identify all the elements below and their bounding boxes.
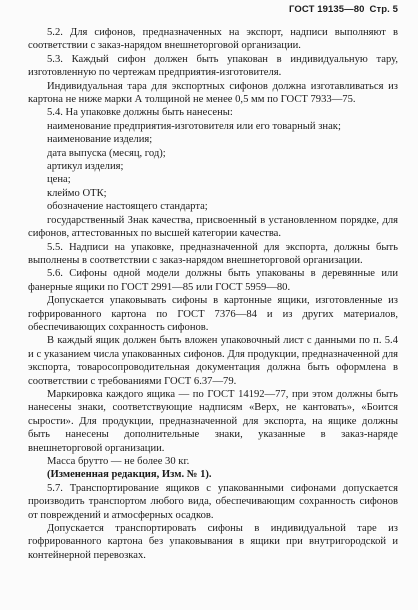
list-item-manufacturer: наименование предприятия-изготовителя или его товарный знак; bbox=[47, 120, 341, 132]
list-item-standard-designation: обозначение настоящего стандарта; bbox=[47, 201, 208, 213]
page-number: Стр. 5 bbox=[369, 4, 398, 15]
list-item-article: артикул изделия; bbox=[47, 161, 124, 173]
paragraph-5-2: 5.2. Для сифонов, предназначенных на экспорт, надписи выполняют в соответствии с заказ-нарядом внешнеторговой организации. bbox=[28, 27, 398, 52]
paragraph-5-7: 5.7. Транспортирование ящиков с упакованными сифонами допускается производить транспортом любого вида, обеспечивающим сохранность сифонов от повреждений и атмосферных осадков. bbox=[28, 482, 398, 521]
paragraph-5-6: 5.6. Сифоны одной модели должны быть упакованы в деревянные или фанерные ящики по ГОСТ 2991—85 или ГОСТ 5959—80. bbox=[28, 268, 398, 293]
list-item-otk-stamp: клеймо ОТК; bbox=[47, 187, 107, 199]
paragraph-packing-list: В каждый ящик должен быть вложен упаковочный лист с данными по п. 5.4 и с указанием числа упакованных сифонов. Для продукции, предназначенной для экспорта, товаросопроводительная документация должна быть оформлена в соответствии с требованиями ГОСТ 6.37—79. bbox=[28, 335, 398, 387]
paragraph-amendment-note: (Измененная редакция, Изм. № 1). bbox=[47, 469, 212, 481]
standard-number: ГОСТ 19135—80 bbox=[289, 4, 365, 15]
paragraph-cardboard-boxes: Допускается упаковывать сифоны в картонные ящики, изготовленные из гофрированного картона по ГОСТ 7376—84 и из других материалов, обеспечивающих сохранность сифонов. bbox=[28, 295, 398, 333]
page-header bbox=[289, 4, 398, 15]
list-item-product-name: наименование изделия; bbox=[47, 134, 153, 146]
paragraph-5-5: 5.5. Надписи на упаковке, предназначенной для экспорта, должны быть выполнены в соответствии с заказ-нарядом внешнеторговой организации. bbox=[28, 241, 398, 266]
paragraph-box-marking: Маркировка каждого ящика — по ГОСТ 14192—77, при этом должны быть нанесены знаки, соответствующие надписям «Верх, не кантовать», «Боится сырости». Для продукции, предназначенной для экспорта, на ящике должны быть нанесены дополнительные знаки, указанные в заказ-наряде внешнеторговой организации. bbox=[28, 388, 398, 454]
paragraph-individual-transport: Допускается транспортировать сифоны в индивидуальной таре из гофрированного картона без упаковывания в ящики при внутригородской и контейнерной перевозках. bbox=[28, 523, 398, 561]
list-item-quality-mark: государственный Знак качества, присвоенный в установленном порядке, для сифонов, аттестованных по высшей категории качества. bbox=[28, 214, 398, 240]
list-item-price: цена; bbox=[47, 174, 71, 186]
paragraph-individual-packaging: Индивидуальная тара для экспортных сифонов должна изготавливаться из картона не ниже марки А толщиной не менее 0,5 мм по ГОСТ 7933—75. bbox=[28, 80, 398, 106]
list-item-release-date: дата выпуска (месяц, год); bbox=[47, 147, 166, 159]
document-body bbox=[28, 26, 398, 562]
paragraph-5-4: 5.4. На упаковке должны быть нанесены: bbox=[47, 107, 233, 119]
paragraph-5-3: 5.3. Каждый сифон должен быть упакован в индивидуальную тару, изготовленную по чертежам предприятия-изготовителя. bbox=[28, 53, 398, 79]
paragraph-gross-weight: Масса брутто — не более 30 кг. bbox=[47, 456, 190, 467]
